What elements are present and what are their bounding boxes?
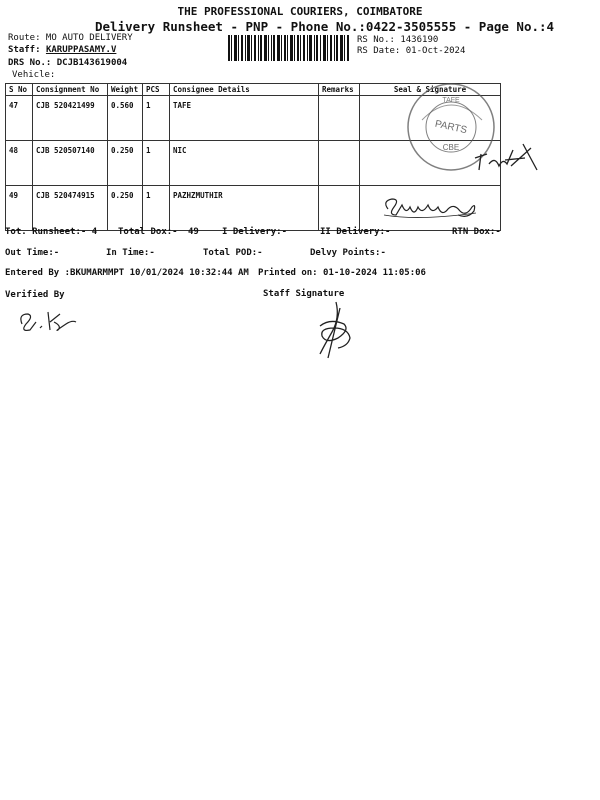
col-consignment: Consignment No <box>33 84 108 96</box>
staff-row <box>8 45 116 55</box>
col-seal-signature: Seal & Signature <box>360 84 501 96</box>
cell-consignment: CJB 520474915 <box>33 186 108 231</box>
staff-label: Staff: <box>8 45 41 55</box>
cell-pcs: 1 <box>143 186 170 231</box>
verified-by-label: Verified By <box>5 290 65 300</box>
total-pod: Total POD:- <box>203 248 263 258</box>
staff-signature <box>310 298 360 360</box>
col-sno: S No <box>6 84 33 96</box>
svg-text:TAFE: TAFE <box>442 97 460 104</box>
row3-signature <box>378 193 483 223</box>
delvy-points: Delvy Points:- <box>310 248 386 258</box>
cell-remarks <box>319 186 360 231</box>
entered-by: Entered By :BKUMARMMPT 10/01/2024 10:32:44 AM <box>5 268 249 278</box>
in-time: In Time:- <box>106 248 155 258</box>
cell-weight: 0.250 <box>108 141 143 186</box>
runsheet-subtitle: Delivery Runsheet - PNP - Phone No.:0422-3505555 - Page No.:4 <box>95 19 555 34</box>
rtn-dox: RTN Dox:- <box>452 227 501 237</box>
cell-sno: 49 <box>6 186 33 231</box>
cell-pcs: 1 <box>143 96 170 141</box>
rs-date: RS Date: 01-Oct-2024 <box>357 46 466 56</box>
route-label: Route: MO AUTO DELIVERY <box>8 33 133 43</box>
barcode <box>228 35 350 61</box>
vehicle-label: Vehicle: <box>12 70 56 80</box>
svg-text:CBE: CBE <box>442 143 460 152</box>
col-weight: Weight <box>108 84 143 96</box>
cell-remarks <box>319 96 360 141</box>
staff-signature-label: Staff Signature <box>263 289 345 299</box>
cell-weight: 0.560 <box>108 96 143 141</box>
col-remarks: Remarks <box>319 84 360 96</box>
printed-on: Printed on: 01-10-2024 11:05:06 <box>258 268 426 278</box>
svg-text:PARTS: PARTS <box>433 118 468 137</box>
cell-sno: 48 <box>6 141 33 186</box>
company-title: THE PROFESSIONAL COURIERS, COIMBATORE <box>177 5 423 18</box>
out-time: Out Time:- <box>5 248 60 258</box>
cell-consignee: TAFE <box>170 96 319 141</box>
cell-consignment: CJB 520507140 <box>33 141 108 186</box>
row2-signature <box>465 140 550 175</box>
total-dox-label: Total Dox:- <box>118 227 178 237</box>
cell-pcs: 1 <box>143 141 170 186</box>
cell-consignment: CJB 520421499 <box>33 96 108 141</box>
cell-remarks <box>319 141 360 186</box>
cell-consignee: PAZHZMUTHIR <box>170 186 319 231</box>
total-dox-value: 49 <box>188 227 199 237</box>
col-pcs: PCS <box>143 84 170 96</box>
rs-number: RS No.: 1436190 <box>357 35 439 45</box>
col-consignee: Consignee Details <box>170 84 319 96</box>
cell-weight: 0.250 <box>108 186 143 231</box>
tot-runsheet: Tot. Runsheet:- 4 <box>5 227 98 237</box>
cell-consignee: NIC <box>170 141 319 186</box>
drs-number: DRS No.: DCJB143619004 <box>8 58 128 68</box>
staff-name: KARUPPASAMY.V <box>45 45 117 55</box>
cell-sno: 47 <box>6 96 33 141</box>
ii-delivery: II Delivery:- <box>320 227 391 237</box>
verifier-signature <box>14 304 84 336</box>
i-delivery: I Delivery:- <box>222 227 288 237</box>
